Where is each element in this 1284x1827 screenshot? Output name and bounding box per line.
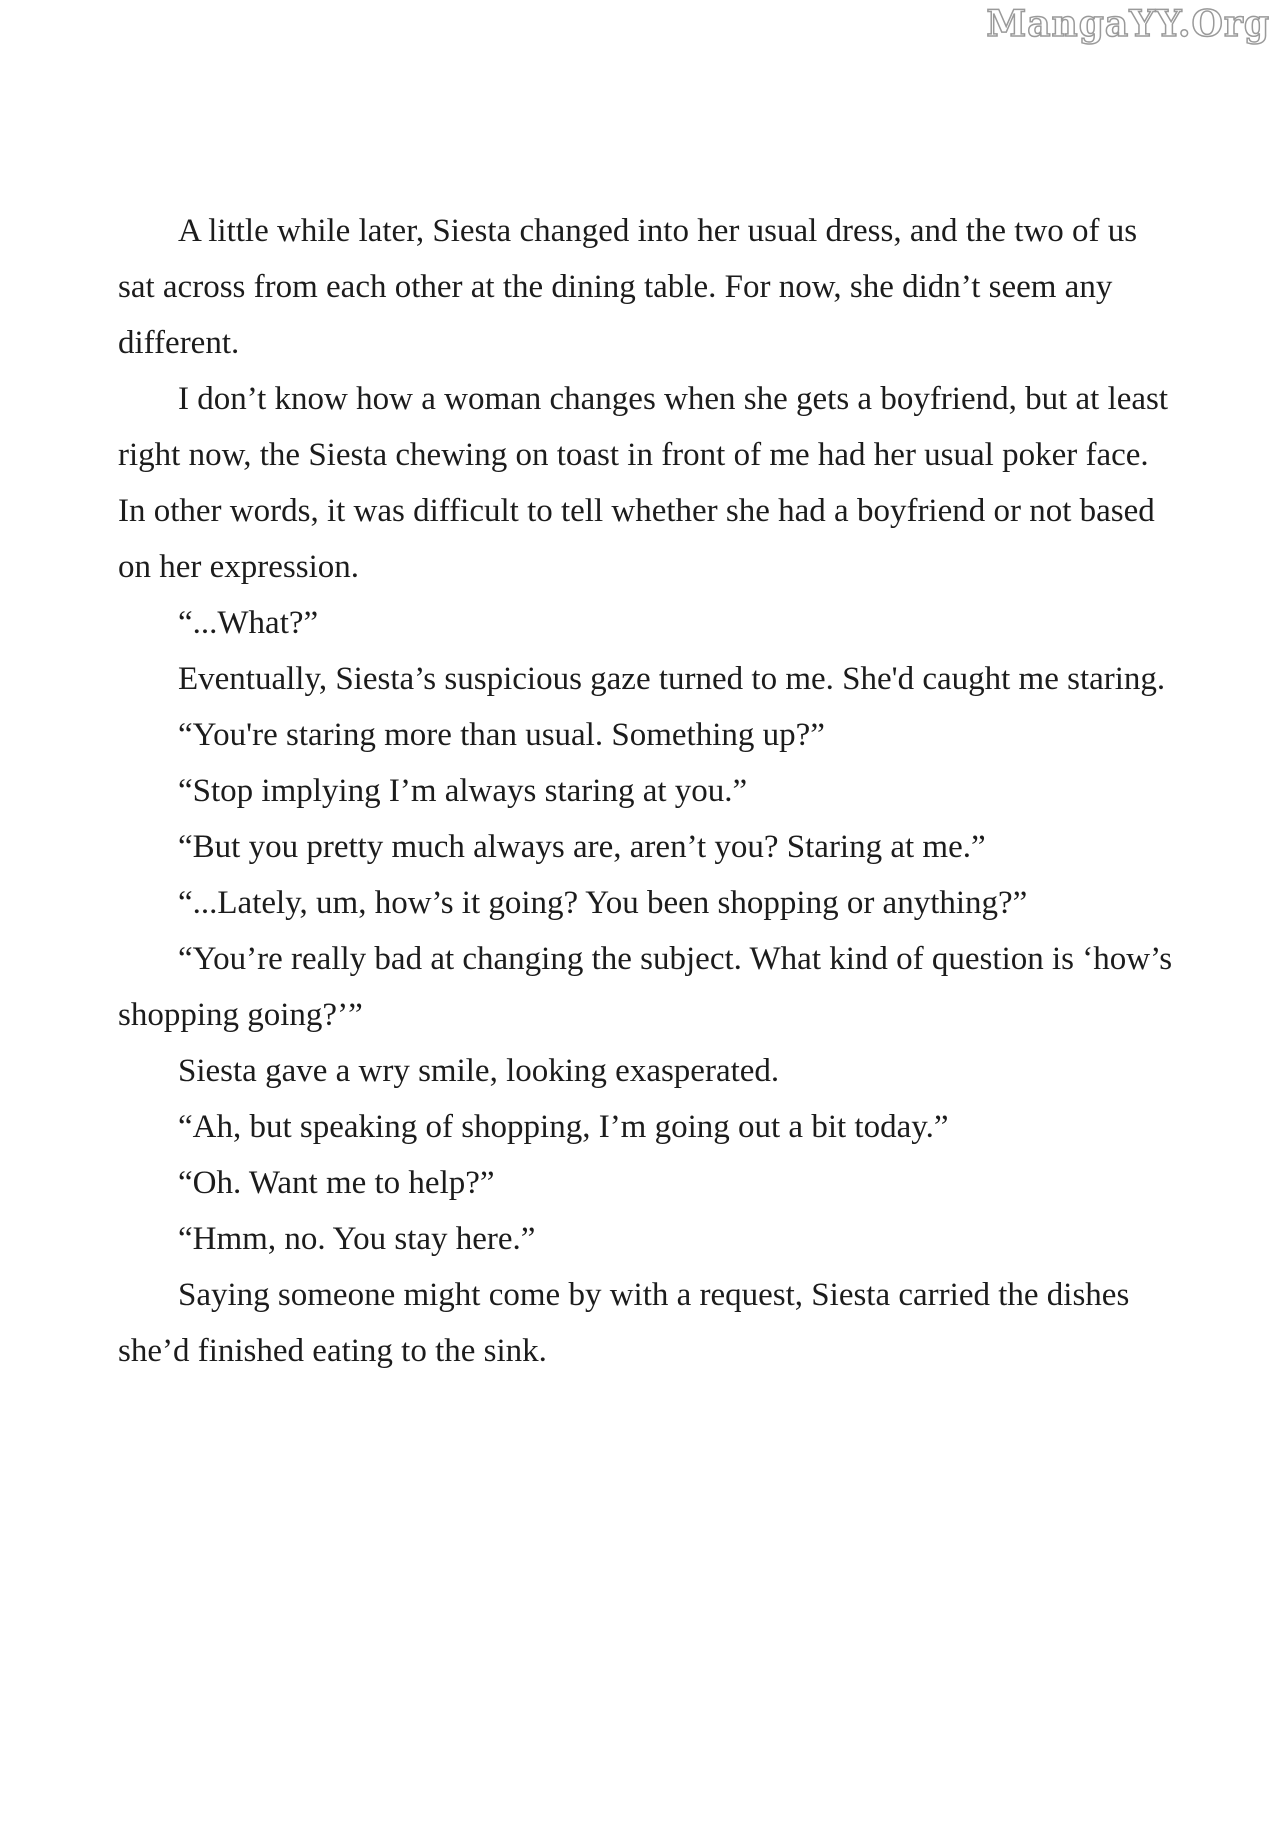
watermark-logo: MangaYY.Org [986,3,1270,45]
paragraph: “You’re really bad at changing the subject. What kind of question is ‘how’s shopping going?’” [118,941,1173,1033]
paragraph: A little while later, Siesta changed into her usual dress, and the two of us sat across from each other at the dining table. For now, she didn’t seem any different. [118,213,1138,361]
paragraph: “But you pretty much always are, aren’t you? Staring at me.” [178,829,986,865]
paragraph: “...What?” [178,605,319,641]
paragraph: Saying someone might come by with a request, Siesta carried the dishes she’d finished eating to the sink. [118,1277,1130,1369]
paragraph: “Stop implying I’m always staring at you.” [178,773,748,809]
paragraph: Eventually, Siesta’s suspicious gaze turned to me. She'd caught me staring. [178,661,1166,697]
page-body-text [118,203,1178,1379]
paragraph: “Oh. Want me to help?” [178,1165,495,1201]
paragraph: “You're staring more than usual. Something up?” [178,717,825,753]
paragraph: “...Lately, um, how’s it going? You been shopping or anything?” [178,885,1028,921]
paragraph: “Ah, but speaking of shopping, I’m going out a bit today.” [178,1109,949,1145]
paragraph: “Hmm, no. You stay here.” [178,1221,536,1257]
paragraph: Siesta gave a wry smile, looking exasperated. [178,1053,780,1089]
paragraph: I don’t know how a woman changes when she gets a boyfriend, but at least right now, the Siesta chewing on toast in front of me had her usual poker face. In other words, it was difficult to tell whether she had a boyfriend or not based on her expression. [118,381,1169,585]
